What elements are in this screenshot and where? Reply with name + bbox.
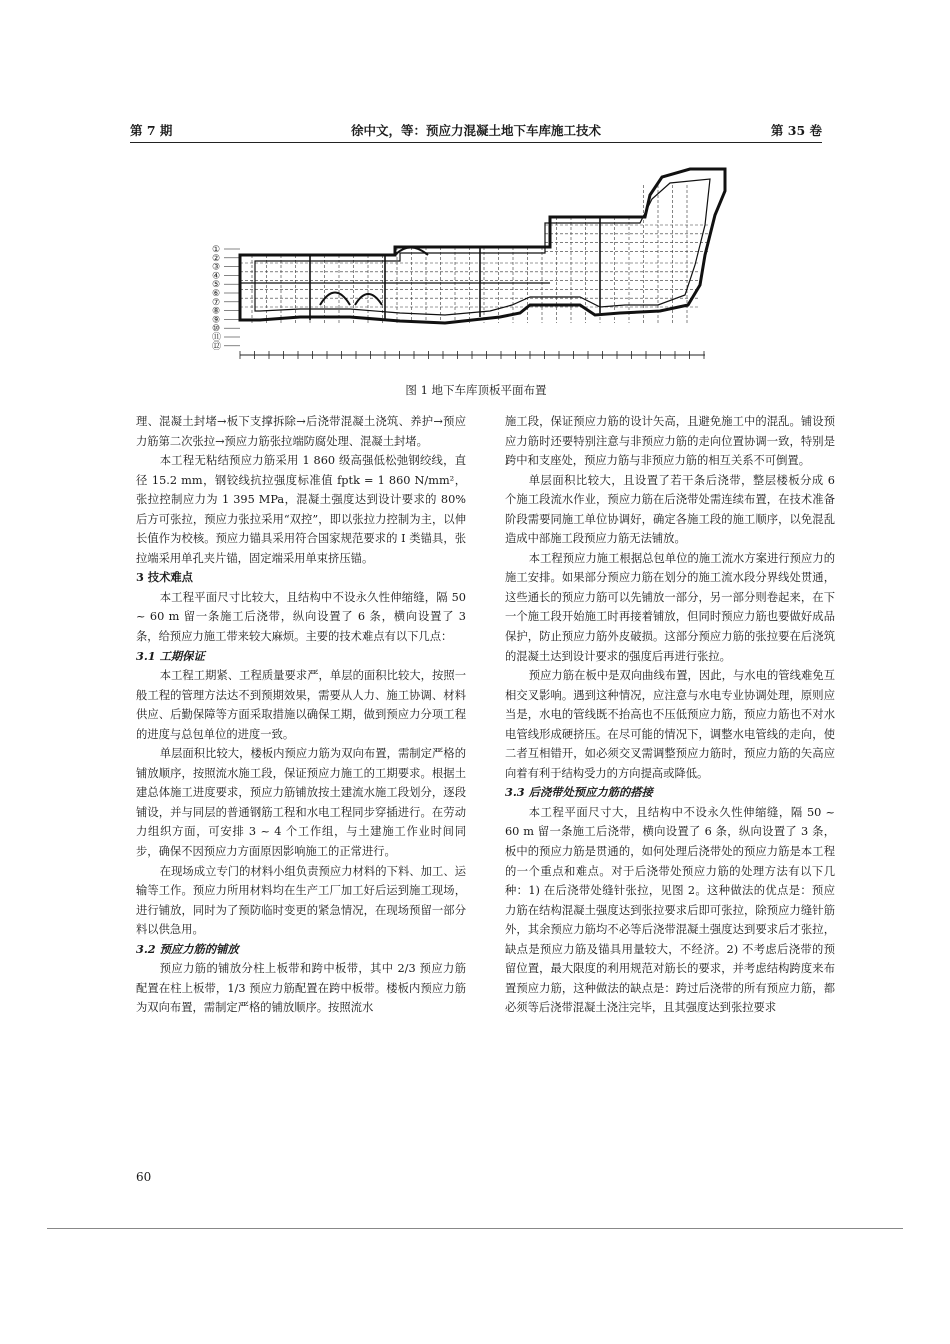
page-number: 60 <box>136 1170 152 1184</box>
paragraph: 单层面积比较大，楼板内预应力筋为双向布置，需制定严格的铺放顺序，按照流水施工段，保证预应力施工的工期要求。根据土建总体施工进度要求，预应力筋铺放按土建流水施工段划分，逐段铺设，并与同层的普通钢筋工程和水电工程同步穿插进行。在劳动力组织方面，可安排 3 ~ 4 个工作组，与土建施工作业时间同步，确保不因预应力方面原因影响施工的正常进行。 <box>136 747 466 859</box>
paragraph: 本工程平面尺寸比较大，且结构中不设永久性伸缩缝，隔 50 ~ 60 m 留一条施工后浇带，纵向设置了 6 条，横向设置了 3 条，给预应力施工带来较大麻烦。主要的技术难点有以下几点： <box>136 590 466 644</box>
paragraph: 理、混凝土封堵→板下支撑拆除→后浇带混凝土浇筑、养护→预应力筋第二次张拉→预应力筋张拉端防腐处理、混凝土封堵。 <box>136 415 466 448</box>
axis-label: ⑨ <box>212 315 221 326</box>
article-running-title: 徐中文，等：预应力混凝土地下车库施工技术 <box>350 123 601 138</box>
axis-label: ③ <box>212 262 221 273</box>
figure-caption: 图 1 地下车库顶板平面布置 <box>405 383 547 397</box>
paragraph: 本工程预应力施工根据总包单位的施工流水方案进行预应力的施工安排。如果部分预应力筋在划分的施工流水段分界线处贯通，这些通长的预应力筋可以先铺放一部分，另一部分则卷起来，在下一个施工段开始施工时再接着铺放，但同时预应力筋也要做好成品保护，防止预应力筋外皮破损。这部分预应力筋的张拉要在后浇筑的混凝土达到设计要求的强度后再进行张拉。 <box>505 551 835 663</box>
axis-label: ⑪ <box>212 333 222 343</box>
paragraph: 单层面积比较大，且设置了若干条后浇带，整层楼板分成 6 个施工段流水作业，预应力筋在后浇带处需连续布置，在技术准备阶段需要同施工单位协调好，确定各施工段的施工顺序，以免混乱造成中部施工段预应力筋无法铺放。 <box>505 473 835 546</box>
left-column <box>136 412 466 1018</box>
ramp-arc <box>320 293 350 306</box>
axis-label: ④ <box>212 271 221 282</box>
axis-label: ⑩ <box>212 324 221 335</box>
paragraph: 预应力筋的铺放分柱上板带和跨中板带，其中 2/3 预应力筋配置在柱上板带，1/3 预应力筋配置在跨中板带。楼板内预应力筋为双向布置，需制定严格的铺放顺序。按照流水 <box>136 962 466 1015</box>
figure-1-floor-plan <box>200 155 760 375</box>
running-header <box>130 121 822 141</box>
axis-label: ② <box>212 253 221 264</box>
axis-label: ⑫ <box>212 341 222 352</box>
axis-label: ⑥ <box>212 289 221 299</box>
journal-issue: 第 7 期 <box>130 123 173 138</box>
section-heading: 3 技术难点 <box>136 570 193 585</box>
footer-rule <box>47 1228 903 1229</box>
header-rule <box>130 142 822 143</box>
subsection-heading: 3.3 后浇带处预应力筋的搭接 <box>505 785 653 800</box>
paragraph: 本工程工期紧、工程质量要求严，单层的面积比较大，按照一般工程的管理方法达不到预期效果，需要从人力、施工协调、材料供应、后勤保障等方面采取措施以确保工期，做到预应力分项工程的进度与总包单位的进度一致。 <box>136 669 466 741</box>
right-column <box>505 412 835 1018</box>
ramp-arc <box>355 294 382 305</box>
axis-label: ⑤ <box>212 280 221 291</box>
axis-labels <box>212 245 240 352</box>
axis-label: ⑦ <box>212 297 221 308</box>
paragraph: 在现场成立专门的材料小组负责预应力材料的下料、加工、运输等工作。预应力所用材料均在生产工厂加工好后运到施工现场，进行铺放，同时为了预防临时变更的紧急情况，在现场预留一部分料以供急用。 <box>136 864 466 937</box>
axis-label: ① <box>212 245 221 255</box>
slab-outline <box>240 169 725 323</box>
axis-label: ⑧ <box>212 306 221 317</box>
subsection-heading: 3.1 工期保证 <box>136 648 205 663</box>
paragraph: 预应力筋在板中是双向曲线布置，因此，与水电的管线难免互相交叉影响。遇到这种情况，应注意与水电专业协调处理，原则应当是，水电的管线既不抬高也不压低预应力筋，预应力筋也不对水电管线形成硬挤压。在尽可能的情况下，调整水电管线的走向，使二者互相错开，如必须交叉需调整预应力筋时，预应力筋的矢高应向着有利于结构受力的方向提高或降低。 <box>505 669 835 780</box>
paragraph: 本工程平面尺寸大，且结构中不设永久性伸缩缝，隔 50 ~ 60 m 留一条施工后浇带，横向设置了 6 条，纵向设置了 3 条，板中的预应力筋是贯通的，如何处理后浇带处的预应力筋是本工程的一个重点和难点。对于后浇带处预应力筋的处理方法有以下几种：1) 在后浇带处缝针张拉，见图 2。这种做法的优点是：预应力筋在结构混凝土强度达到张拉要求后即可张拉，除预应力缝针筋外，其余预应力筋均不必等后浇带混凝土强度达到要求后才张拉，缺点是预应力筋及锚具用量较大，不经济。2) 不考虑后浇带的预留位置，最大限度的利用规范对筋长的要求，并考虑结构跨度来布置预应力筋，这种做法的缺点是：跨过后浇带的所有预应力筋，都必须等后浇带混凝土浇注完毕，且其强度达到张拉要求 <box>505 805 835 1015</box>
paragraph: 本工程无粘结预应力筋采用 1 860 级高强低松弛钢绞线，直径 15.2 mm，钢铰线抗拉强度标准值 fptk = 1 860 N/mm²，张拉控制应力为 1 395 MPa，混凝土强度达到设计要求的 80% 后方可张拉，预应力张拉采用“双控”，即以张拉力控制为主，以伸长值作为校核。预应力锚具采用符合国家规范要求的 I 类锚具，张拉端采用单孔夹片锚，固定端采用单束挤压锚。 <box>136 454 466 565</box>
journal-volume: 第 35 卷 <box>770 123 822 138</box>
paragraph: 施工段，保证预应力筋的设计矢高，且避免施工中的混乱。铺设预应力筋时还要特别注意与非预应力筋的走向位置协调一致，特别是跨中和支座处，预应力筋与非预应力筋的相互关系不可倒置。 <box>505 415 835 468</box>
floor-plan-drawing <box>200 155 760 375</box>
subsection-heading: 3.2 预应力筋的铺放 <box>136 941 239 956</box>
